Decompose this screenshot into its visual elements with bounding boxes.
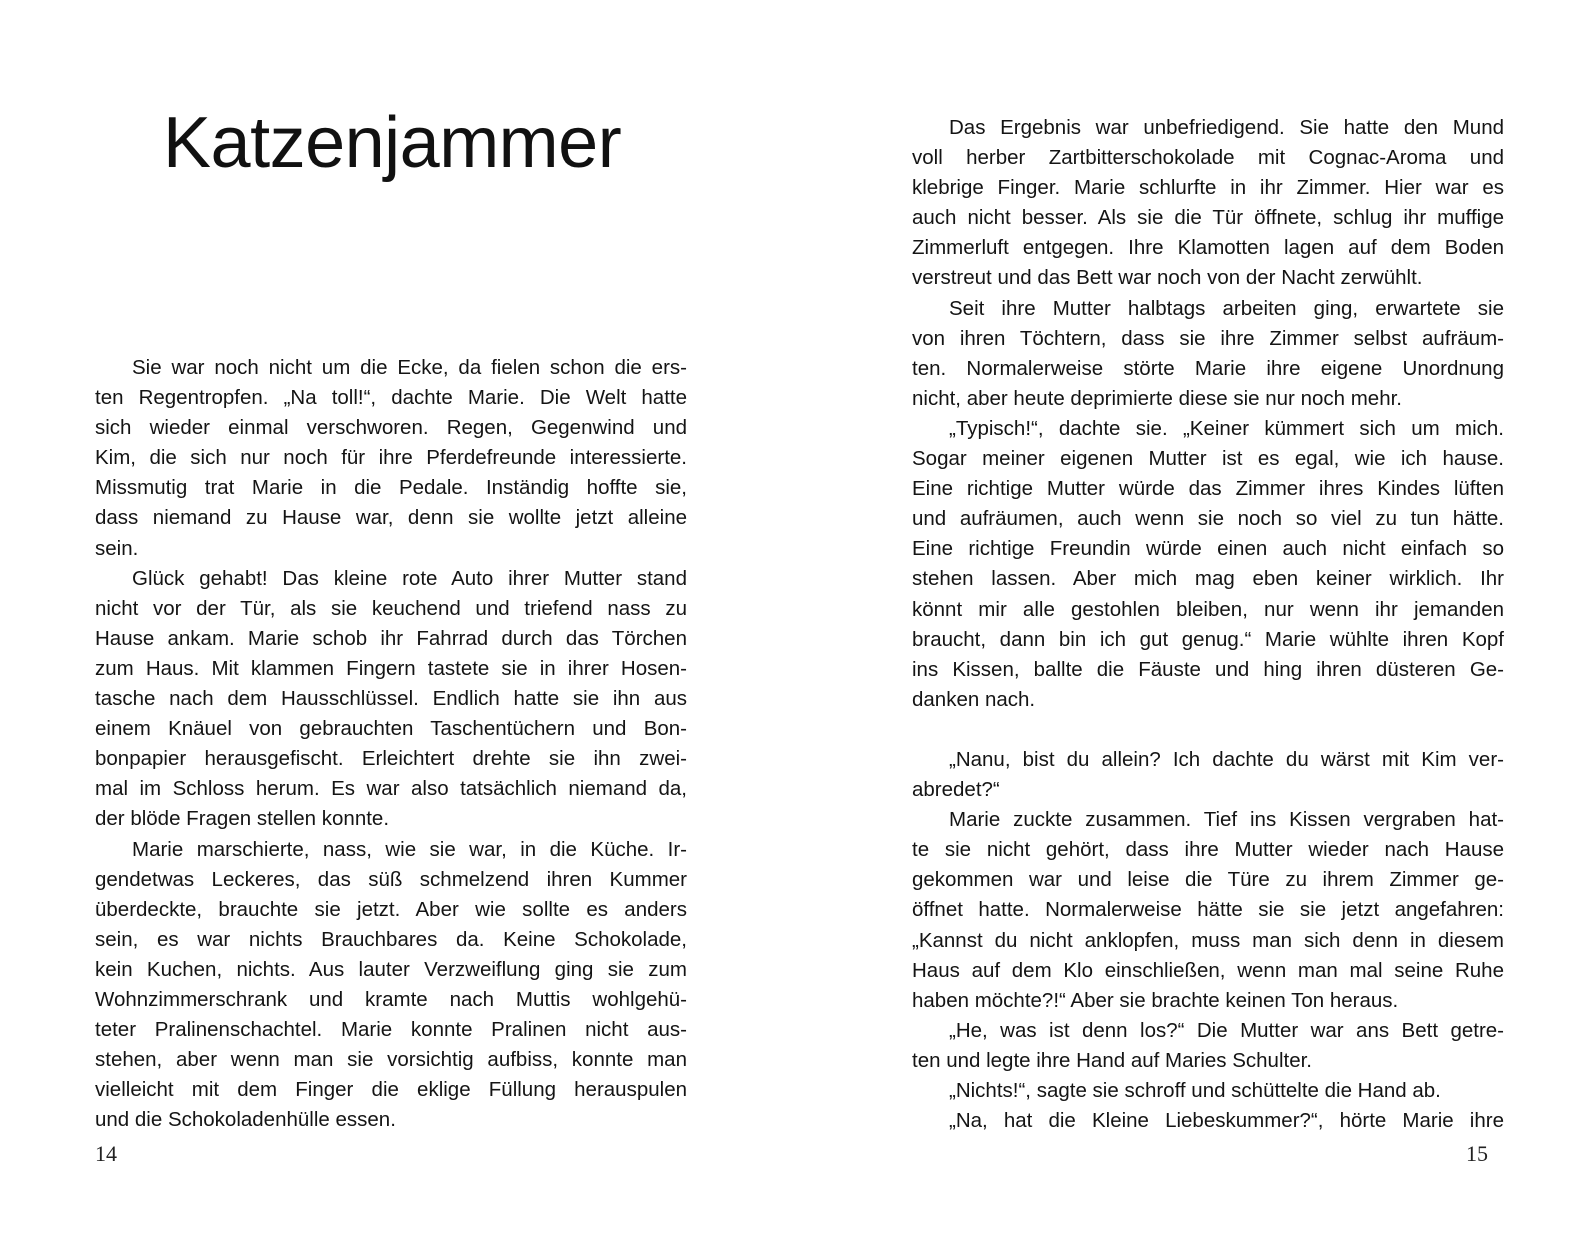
text-line: stehen lassen. Aber mich mag eben keiner wirklich. Ihr: [912, 567, 1504, 591]
text-line: nicht vor der Tür, als sie keuchend und triefend nass zu: [95, 596, 687, 620]
text-line: sein, es war nichts Brauchbares da. Keine Schokolade,: [95, 927, 687, 951]
text-line: ten und legte ihre Hand auf Maries Schulter.: [912, 1048, 1312, 1072]
text-line: bonpapier herausgefischt. Erleichtert drehte sie ihn zwei-: [95, 747, 687, 771]
text-line: Das Ergebnis war unbefriedigend. Sie hatte den Mund: [949, 116, 1504, 139]
text-line: „Nichts!“, sagte sie schroff und schüttelte die Hand ab.: [949, 1079, 1441, 1102]
text-line: ten. Normalerweise störte Marie ihre eigene Unordnung: [912, 356, 1504, 380]
text-line: gekommen war und leise die Türe zu ihrem Zimmer ge-: [912, 868, 1504, 892]
text-line: ten Regentropfen. „Na toll!“, dachte Marie. Die Welt hatte: [95, 386, 687, 410]
page-number-right: 15: [1466, 1141, 1488, 1166]
text-line: voll herber Zartbitterschokolade mit Cognac-Aroma und: [912, 146, 1504, 170]
text-line: Seit ihre Mutter halbtags arbeiten ging, erwartete sie: [949, 296, 1504, 320]
blank-line: [912, 715, 1504, 745]
text-line: sein.: [95, 536, 139, 560]
text-line: „Nanu, bist du allein? Ich dachte du wärst mit Kim ver-: [949, 747, 1504, 771]
text-line: überdeckte, brauchte sie jetzt. Aber wie sollte es anders: [95, 897, 687, 921]
text-line: „Typisch!“, dachte sie. „Keiner kümmert sich um mich.: [949, 416, 1504, 440]
text-line: Marie marschierte, nass, wie sie war, in die Küche. Ir-: [132, 837, 687, 861]
text-line: „He, was ist denn los?“ Die Mutter war ans Bett getre-: [949, 1018, 1504, 1042]
text-line: mal im Schloss herum. Es war also tatsächlich niemand da,: [95, 777, 687, 801]
text-line: stehen, aber wenn man sie vorsichtig aufbiss, konnte man: [95, 1048, 687, 1072]
text-line: Haus auf dem Klo einschließen, wenn man mal seine Ruhe: [912, 958, 1504, 982]
text-line: nicht, aber heute deprimierte diese sie nur noch mehr.: [912, 386, 1402, 410]
text-line: haben möchte?!“ Aber sie brachte keinen Ton heraus.: [912, 988, 1399, 1012]
text-line: Marie zuckte zusammen. Tief ins Kissen vergraben hat-: [949, 808, 1504, 832]
text-line: braucht, dann bin ich gut genug.“ Marie wühlte ihren Kopf: [912, 627, 1504, 651]
text-line: Eine richtige Freundin würde einen auch nicht einfach so: [912, 537, 1504, 561]
text-line: Sogar meiner eigenen Mutter ist es egal, wie ich hause.: [912, 447, 1504, 471]
text-line: Glück gehabt! Das kleine rote Auto ihrer Mutter stand: [132, 566, 687, 590]
text-line: abredet?“: [912, 778, 1000, 802]
text-line: könnt mir alle gestohlen bleiben, nur wenn ihr jemanden: [912, 597, 1504, 621]
text-line: der blöde Fragen stellen konnte.: [95, 807, 390, 831]
text-line: Hause ankam. Marie schob ihr Fahrrad durch das Törchen: [95, 626, 687, 650]
text-line: Zimmerluft entgegen. Ihre Klamotten lagen auf dem Boden: [912, 236, 1504, 260]
text-line: dass niemand zu Hause war, denn sie wollte jetzt alleine: [95, 506, 687, 530]
text-line: Sie war noch nicht um die Ecke, da fielen schon die ers-: [132, 356, 687, 379]
text-line: sich wieder einmal verschworen. Regen, Gegenwind und: [95, 416, 687, 440]
text-line: zum Haus. Mit klammen Fingern tastete sie in ihrer Hosen-: [95, 656, 687, 680]
text-line: öffnet hatte. Normalerweise hätte sie sie jetzt angefahren:: [912, 898, 1504, 922]
text-line: einem Knäuel von gebrauchten Taschentüchern und Bon-: [95, 717, 687, 741]
text-line: von ihren Töchtern, dass sie ihre Zimmer selbst aufräum-: [912, 326, 1504, 350]
text-line: klebrige Finger. Marie schlurfte in ihr Zimmer. Hier war es: [912, 176, 1504, 200]
text-line: Missmutig trat Marie in die Pedale. Inständig hoffte sie,: [95, 476, 687, 500]
text-line: kein Kuchen, nichts. Aus lauter Verzweiflung ging sie zum: [95, 957, 687, 981]
text-line: tasche nach dem Hausschlüssel. Endlich hatte sie ihn aus: [95, 687, 687, 711]
chapter-title: Katzenjammer: [163, 103, 622, 183]
text-line: ins Kissen, ballte die Fäuste und hing ihren düsteren Ge-: [912, 657, 1504, 681]
text-line: verstreut und das Bett war noch von der Nacht zerwühlt.: [912, 266, 1423, 290]
text-line: Eine richtige Mutter würde das Zimmer ihres Kindes lüften: [912, 477, 1504, 501]
text-line: „Na, hat die Kleine Liebeskummer?“, hörte Marie ihre: [949, 1109, 1504, 1133]
right-page-text: [912, 113, 1504, 1136]
right-page: [797, 0, 1594, 1240]
text-line: „Kannst du nicht anklopfen, muss man sich denn in diesem: [912, 928, 1504, 952]
text-line: Wohnzimmerschrank und kramte nach Muttis wohlgehü-: [95, 987, 687, 1011]
text-line: Kim, die sich nur noch für ihre Pferdefreunde interessierte.: [95, 446, 687, 470]
text-line: teter Pralinenschachtel. Marie konnte Pralinen nicht aus-: [95, 1018, 687, 1042]
text-line: gendetwas Leckeres, das süß schmelzend ihren Kummer: [95, 867, 687, 891]
text-line: te sie nicht gehört, dass ihre Mutter wieder nach Hause: [912, 838, 1504, 862]
text-line: und aufräumen, auch wenn sie noch so viel zu tun hätte.: [912, 507, 1504, 531]
text-line: vielleicht mit dem Finger die eklige Füllung herauspulen: [95, 1078, 687, 1102]
page-number-left: 14: [95, 1141, 117, 1166]
text-line: auch nicht besser. Als sie die Tür öffnete, schlug ihr muffige: [912, 206, 1504, 230]
left-page-text: [95, 353, 687, 1135]
text-line: danken nach.: [912, 687, 1036, 711]
text-line: und die Schokoladenhülle essen.: [95, 1108, 396, 1132]
